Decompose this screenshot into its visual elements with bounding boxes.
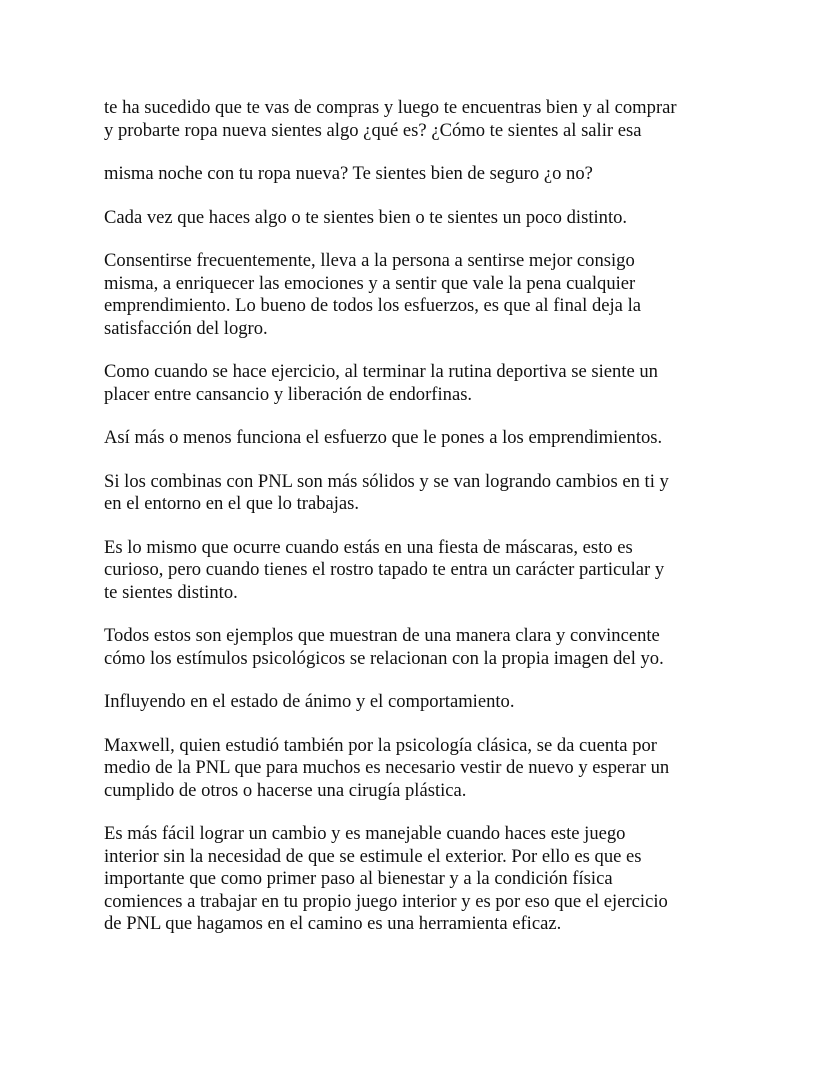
paragraph: Consentirse frecuentemente, lleva a la persona a sentirse mejor consigo misma, a enriquecer las emociones y a sentir que vale la pena cualquier emprendimiento. Lo bueno de todos los esfuerzos, es que al final deja la satisfacción del logro. xyxy=(104,250,641,339)
paragraph: te ha sucedido que te vas de compras y luego te encuentras bien y al comprar y probarte ropa nueva sientes algo ¿qué es? ¿Cómo te sientes al salir esa xyxy=(104,97,677,141)
paragraph: Cada vez que haces algo o te sientes bien o te sientes un poco distinto. xyxy=(104,206,628,228)
paragraph: Así más o menos funciona el esfuerzo que le pones a los emprendimientos. xyxy=(104,427,663,448)
paragraph: Maxwell, quien estudió también por la psicología clásica, se da cuenta por medio de la PNL que para muchos es necesario vestir de nuevo y esperar un cumplido de otros o hacerse una cirugía plástica. xyxy=(104,734,670,801)
paragraph: Como cuando se hace ejercicio, al terminar la rutina deportiva se siente un placer entre cansancio y liberación de endorfinas. xyxy=(104,361,658,405)
paragraph: misma noche con tu ropa nueva? Te sientes bien de seguro ¿o no? xyxy=(104,163,593,184)
body-text xyxy=(104,97,729,957)
paragraph: Influyendo en el estado de ánimo y el comportamiento. xyxy=(104,691,515,712)
paragraph: Es lo mismo que ocurre cuando estás en una fiesta de máscaras, esto es curioso, pero cuando tienes el rostro tapado te entra un carácter particular y te sientes distinto. xyxy=(104,536,665,603)
paragraph: Es más fácil lograr un cambio y es manejable cuando haces este juego interior sin la necesidad de que se estimule el exterior. Por ello es que es importante que como primer paso al bienestar y a la condición física comiences a trabajar en tu propio juego interior y es por eso que el ejercicio de PNL que hagamos en el camino es una herramienta eficaz. xyxy=(104,823,668,934)
paragraph: Si los combinas con PNL son más sólidos y se van logrando cambios en ti y en el entorno en el que lo trabajas. xyxy=(104,470,669,514)
paragraph: Todos estos son ejemplos que muestran de una manera clara y convincente cómo los estímulos psicológicos se relacionan con la propia imagen del yo. xyxy=(104,625,664,669)
